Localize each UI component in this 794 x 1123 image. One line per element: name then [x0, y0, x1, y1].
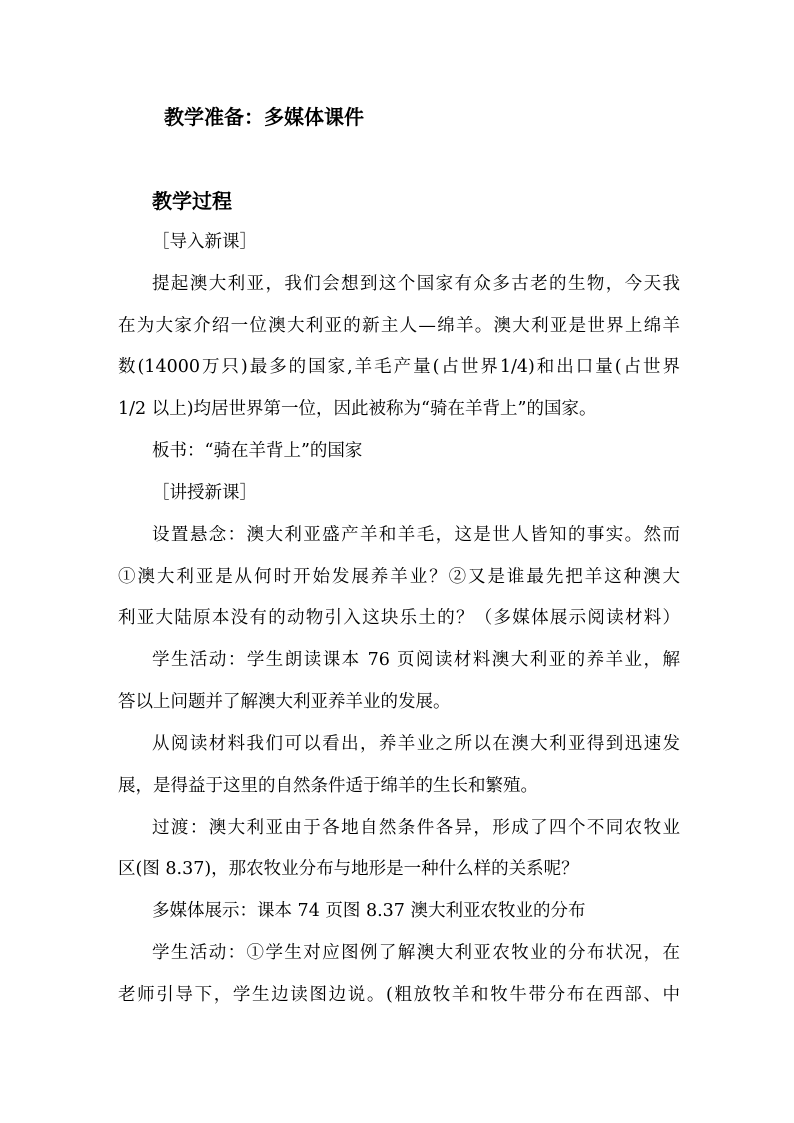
paragraph-line: 从阅读材料我们可以看出，养羊业之所以在澳大利亚得到迅速发 [152, 734, 680, 754]
paragraph-line: 提起澳大利亚，我们会想到这个国家有众多古老的生物，今天我 [152, 274, 680, 294]
paragraph-line: 区(图 8.37)，那农牧业分布与地形是一种什么样的关系呢？ [118, 859, 579, 879]
paragraph-line: 设置悬念：澳大利亚盛产羊和羊毛，这是世人皆知的事实。然而 [152, 525, 680, 545]
paragraph-line: 1/2 以上)均居世界第一位，因此被称为“骑在羊背上”的国家。 [118, 399, 597, 419]
paragraph-line: 答以上问题并了解澳大利亚养羊业的发展。 [118, 692, 451, 712]
paragraph-line: 利亚大陆原本没有的动物引入这块乐土的？（多媒体展示阅读材料） [118, 608, 680, 628]
paragraph-line: 学生活动：①学生对应图例了解澳大利亚农牧业的分布状况，在 [152, 943, 680, 963]
paragraph-line: 展，是得益于这里的自然条件适于绵羊的生长和繁殖。 [118, 776, 538, 796]
prep-heading: 教学准备：多媒体课件 [164, 105, 364, 129]
paragraph-line: 老师引导下，学生边读图边说。(粗放牧羊和牧牛带分布在西部、中 [118, 985, 680, 1005]
paragraph-line: 板书：“骑在羊背上”的国家 [152, 441, 363, 461]
paragraph-line: 学生活动：学生朗读课本 76 页阅读材料澳大利亚的养羊业，解 [152, 650, 680, 670]
section-intro-label: ［导入新课］ [152, 232, 257, 252]
paragraph-line: 在为大家介绍一位澳大利亚的新主人—绵羊。澳大利亚是世界上绵羊 [118, 316, 680, 336]
paragraph-line: 多媒体展示：课本 74 页图 8.37 澳大利亚农牧业的分布 [152, 901, 586, 921]
paragraph-line: ①澳大利亚是从何时开始发展养羊业？②又是谁最先把羊这种澳大 [118, 567, 680, 587]
section-new-lesson-label: ［讲授新课］ [152, 483, 257, 503]
paragraph-line: 数(14000万只)最多的国家,羊毛产量(占世界1/4)和出口量(占世界 [118, 357, 680, 377]
paragraph-line: 过渡：澳大利亚由于各地自然条件各异，形成了四个不同农牧业 [152, 818, 680, 838]
process-heading: 教学过程 [152, 189, 232, 213]
